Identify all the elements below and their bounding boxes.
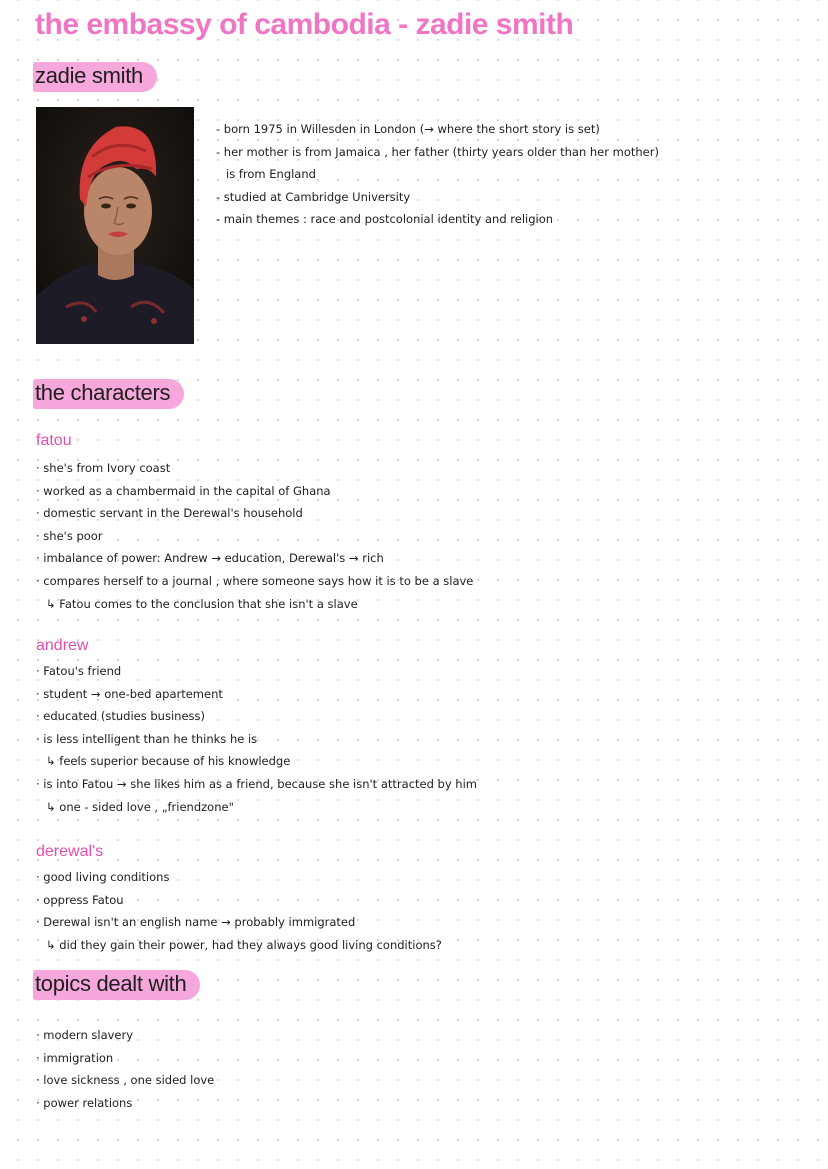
note-line: · imbalance of power: Andrew → education, Derewal's → rich bbox=[36, 551, 384, 566]
note-line: · worked as a chambermaid in the capital of Ghana bbox=[36, 483, 331, 498]
list-item: · power relations bbox=[36, 1095, 133, 1110]
fatou-notes bbox=[36, 457, 473, 615]
andrew-notes bbox=[36, 660, 477, 818]
note-line: · compares herself to a journal , where someone says how it is to be a slave bbox=[36, 573, 474, 588]
bio-line: is from England bbox=[226, 167, 316, 181]
note-line: · she's from Ivory coast bbox=[36, 461, 171, 475]
author-portrait bbox=[36, 107, 194, 344]
bio-line: - born 1975 in Willesden in London (→ where the short story is set) bbox=[216, 122, 600, 136]
characters-heading: the characters bbox=[33, 379, 184, 409]
list-item: · immigration bbox=[36, 1050, 114, 1065]
note-line: · student → one-bed apartement bbox=[36, 686, 223, 701]
note-line: · Derewal isn't an english name → probably immigrated bbox=[36, 915, 356, 930]
author-bio bbox=[216, 118, 796, 231]
note-line: ↳ Fatou comes to the conclusion that she isn't a slave bbox=[46, 596, 358, 611]
topics-heading: topics dealt with bbox=[33, 970, 200, 1000]
topics-list bbox=[36, 1024, 214, 1114]
note-line: · is into Fatou → she likes him as a friend, because she isn't attracted by him bbox=[36, 776, 477, 791]
bio-line: - her mother is from Jamaica , her father (thirty years older than her mother) bbox=[216, 144, 659, 159]
character-name-derewals: derewal's bbox=[36, 843, 104, 860]
note-line: · good living conditions bbox=[36, 870, 170, 884]
note-line: · is less intelligent than he thinks he is bbox=[36, 731, 258, 746]
note-line: · oppress Fatou bbox=[36, 892, 124, 907]
note-line: ↳ feels superior because of his knowledge bbox=[46, 754, 291, 769]
note-line: · Fatou's friend bbox=[36, 664, 122, 678]
character-name-andrew: andrew bbox=[36, 637, 89, 654]
character-name-fatou: fatou bbox=[36, 432, 72, 449]
note-line: ↳ one - sided love , „friendzone" bbox=[46, 799, 234, 814]
portrait-image bbox=[36, 107, 194, 344]
note-line: · domestic servant in the Derewal's household bbox=[36, 506, 303, 521]
list-item: · modern slavery bbox=[36, 1028, 134, 1042]
bio-line: - main themes : race and postcolonial identity and religion bbox=[216, 212, 554, 226]
note-line: · she's poor bbox=[36, 528, 103, 543]
list-item: · love sickness , one sided love bbox=[36, 1073, 215, 1088]
page-title: the embassy of cambodia - zadie smith bbox=[35, 8, 574, 41]
author-heading: zadie smith bbox=[33, 62, 157, 92]
bio-line: - studied at Cambridge University bbox=[216, 189, 411, 204]
note-line: ↳ did they gain their power, had they always good living conditions? bbox=[46, 937, 442, 952]
note-line: · educated (studies business) bbox=[36, 709, 205, 724]
derewals-notes bbox=[36, 866, 442, 956]
